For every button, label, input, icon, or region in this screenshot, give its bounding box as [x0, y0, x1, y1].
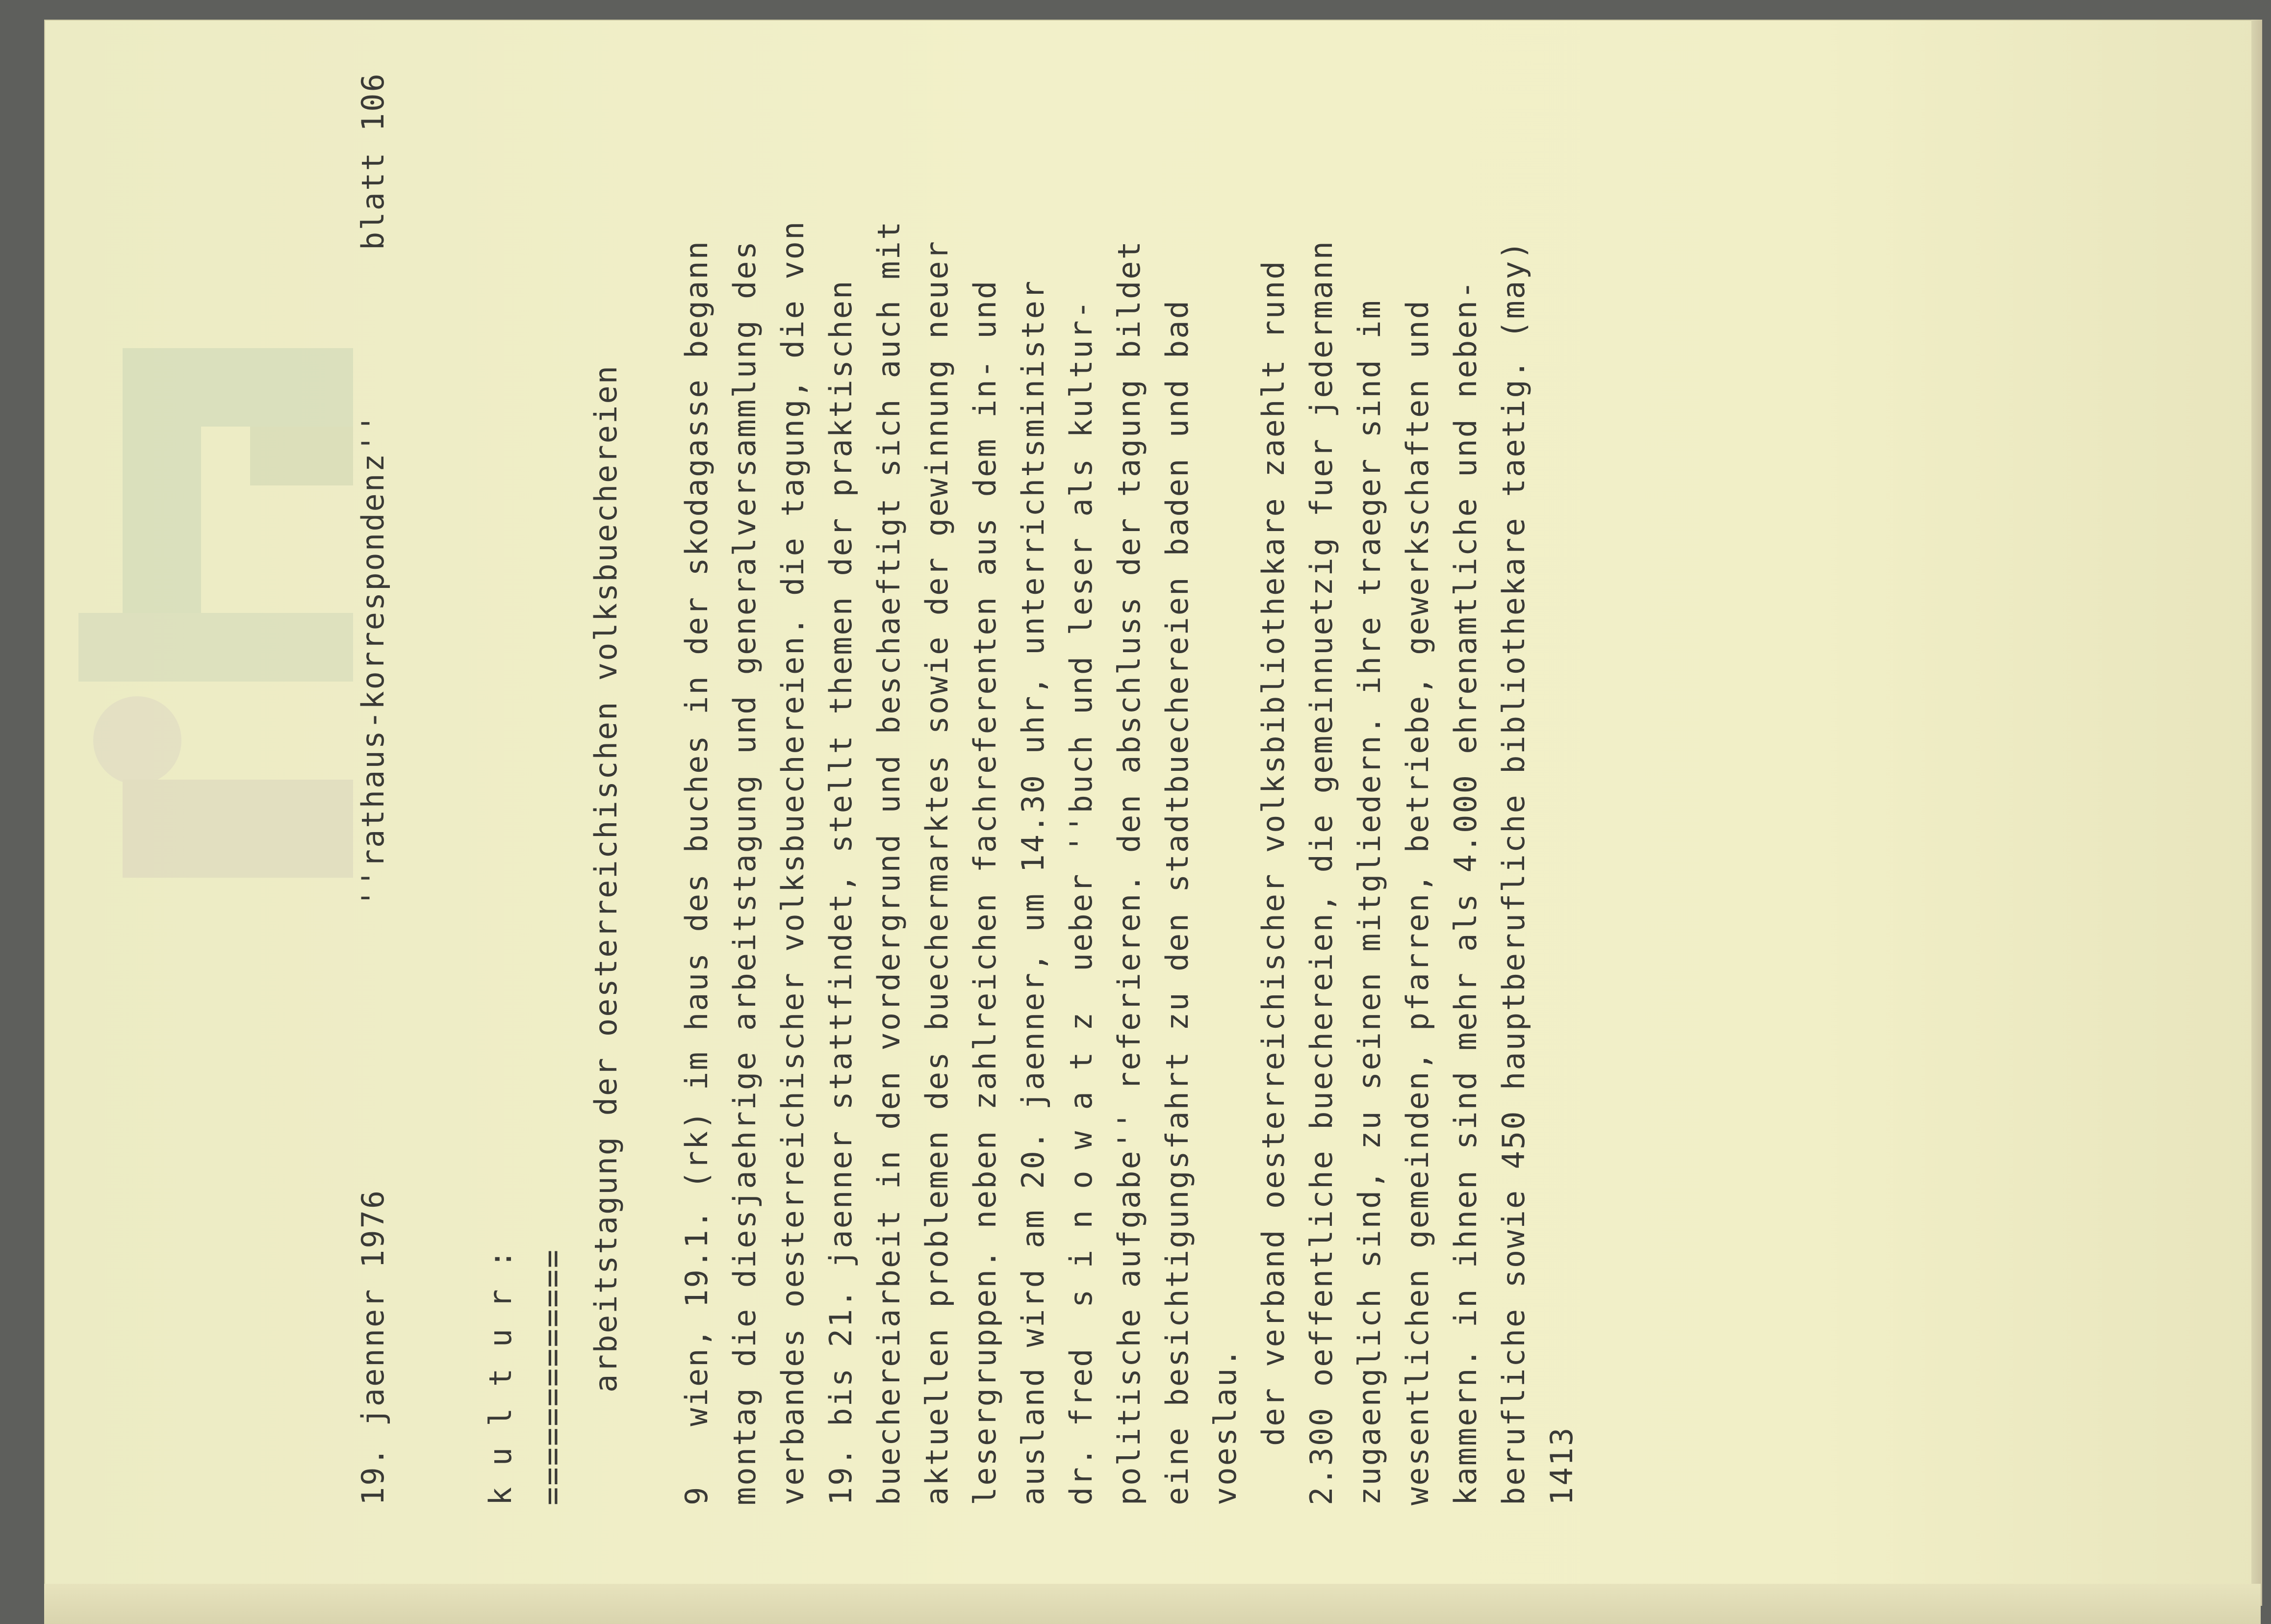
page-bottom-edge [44, 1584, 2261, 1624]
text-line: zugaenglich sind, zu seinen mitgliedern. ihre traeger sind im [1352, 299, 1387, 1505]
text-line: berufliche sowie 450 hauptberufliche bibliothekare taetig. (may) [1496, 240, 1531, 1505]
footer-code: 1413 [1544, 1426, 1580, 1505]
watermark-logo [49, 338, 368, 902]
watermark-shape [250, 427, 353, 485]
rotated-typewritten-text [355, 72, 2025, 1505]
text-line: 2.300 oeffentliche buechereien, die gemeinnuetzig fuer jedermann [1303, 240, 1339, 1505]
text-line: eine besichtigungsfahrt zu den stadtbuechereien baden und bad [1159, 299, 1195, 1505]
watermark-shape [123, 348, 353, 427]
text-line: buechereiarbeit in den vordergrund und beschaeftigt sich auch mit [871, 220, 907, 1505]
paragraph-1 [679, 220, 1595, 1505]
text-line: ausland wird am 20. jaenner, um 14.30 uhr, unterrichtsminister [1015, 279, 1051, 1505]
text-line: politische aufgabe'' referieren. den abschluss der tagung bildet [1111, 240, 1147, 1505]
article-headline: arbeitstagung der oesterreichischen volksbuechereien [588, 364, 624, 1393]
text-line: 19. bis 21. jaenner stattfindet, stellt themen der praktischen [823, 279, 859, 1505]
section-label: k u l t u r : [483, 1248, 518, 1505]
watermark-shape [93, 696, 181, 785]
text-line: dr. fred s i n o w a t z ueber ''buch und leser als kultur- [1063, 299, 1099, 1505]
text-line: lesergruppen. neben zahlreichen fachreferenten aus dem in- und [967, 279, 1003, 1505]
watermark-shape [123, 780, 353, 878]
text-line: der verband oesterreichischer volksbibliothekare zaehlt rund [1255, 259, 1291, 1505]
text-line: voeslau. [1207, 1347, 1243, 1505]
watermark-shape [123, 427, 201, 613]
page-edge [2251, 20, 2262, 1606]
header-title: ''rathaus-korrespondenz'' [355, 412, 391, 907]
text-line: wesentlichen gemeinden, pfarren, betriebe, gewerkschaften und [1400, 299, 1435, 1505]
text-line: montag die diesjaehrige arbeitstagung und generalversammlung des [727, 240, 763, 1505]
section-underline: ============= [534, 1248, 570, 1505]
text-line: kammern. in ihnen sind mehr als 4.000 ehrenamtliche und neben- [1448, 279, 1483, 1505]
page-number: blatt 106 [355, 72, 391, 250]
text-line: verbandes oesterreichischer volksbuechereien. die tagung, die von [775, 220, 811, 1505]
watermark-shape [78, 613, 353, 682]
header-date: 19. jaenner 1976 [355, 1189, 391, 1505]
text-line: 9 wien, 19.1. (rk) im haus des buches in der skodagasse begann [679, 240, 714, 1505]
text-line: aktuellen problemen des buechermarktes sowie der gewinnung neuer [919, 240, 955, 1505]
